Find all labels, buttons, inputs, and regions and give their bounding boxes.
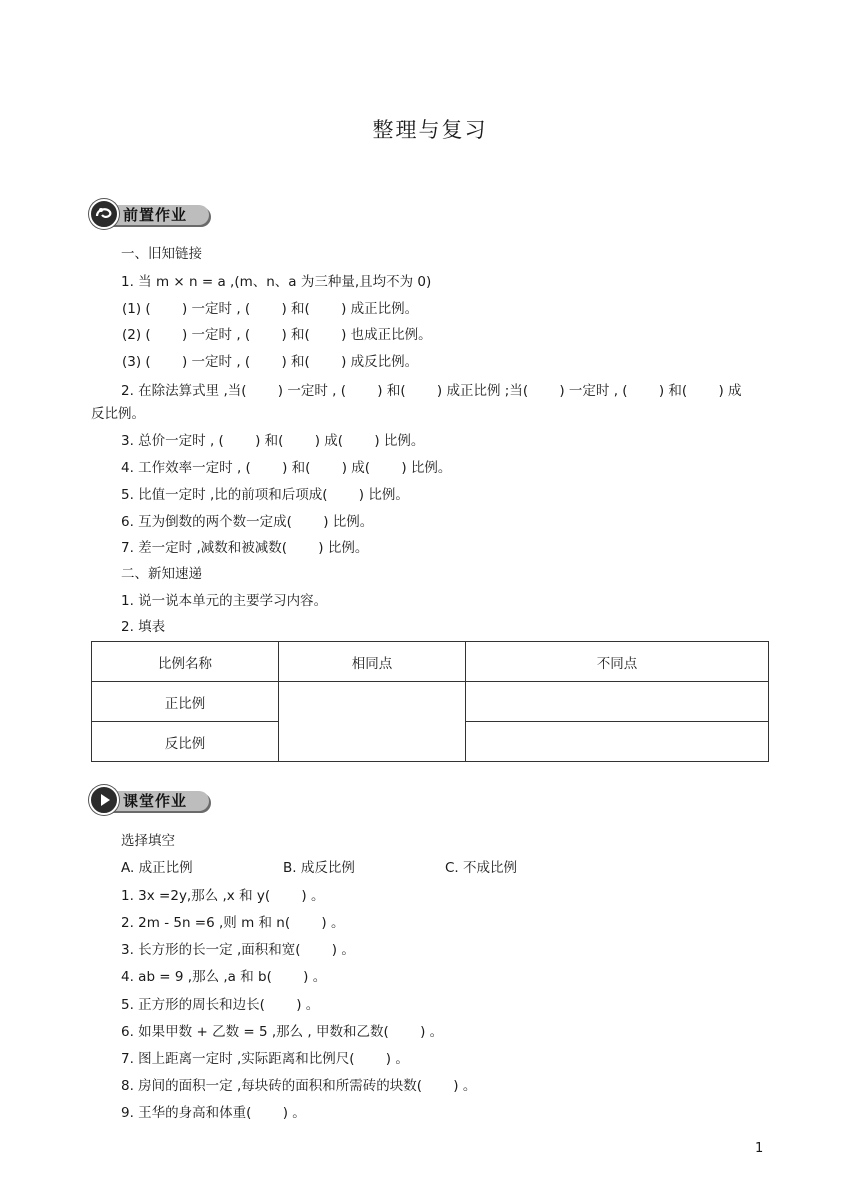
section-badge-class xyxy=(89,785,211,815)
choice-heading: 选择填空 xyxy=(121,833,175,849)
choice-question: 7. 图上距离一定时 ,实际距离和比例尺( ) 。 xyxy=(121,1051,409,1067)
table-header: 相同点 xyxy=(279,642,466,682)
n2: 2. 填表 xyxy=(121,619,166,635)
q1-intro: 1. 当 m × n = a ,(m、n、a 为三种量,且均不为 0) xyxy=(121,274,432,290)
badge-label: 前置作业 xyxy=(123,206,188,224)
choice-question: 1. 3x =2y,那么 ,x 和 y( ) 。 xyxy=(121,888,325,904)
q2-line2: 反比例。 xyxy=(91,406,145,422)
q3: 3. 总价一定时 , ( ) 和( ) 成( ) 比例。 xyxy=(121,433,425,449)
choice-question: 8. 房间的面积一定 ,每块砖的面积和所需砖的块数( ) 。 xyxy=(121,1078,477,1094)
table-row-label: 反比例 xyxy=(92,722,279,762)
q7: 7. 差一定时 ,减数和被减数( ) 比例。 xyxy=(121,540,369,556)
choice-question: 3. 长方形的长一定 ,面积和宽( ) 。 xyxy=(121,942,355,958)
badge-label: 课堂作业 xyxy=(123,792,188,810)
choice-question: 4. ab = 9 ,那么 ,a 和 b( ) 。 xyxy=(121,969,327,985)
q2-line1: 2. 在除法算式里 ,当( ) 一定时 , ( ) 和( ) 成正比例 ;当( ) 一定时 , ( ) 和( ) 成 xyxy=(121,383,742,399)
play-icon xyxy=(89,785,119,815)
choice-question: 2. 2m - 5n =6 ,则 m 和 n( ) 。 xyxy=(121,915,345,931)
option-c: C. 不成比例 xyxy=(445,860,518,876)
section-badge-preview xyxy=(89,199,211,229)
choice-question: 5. 正方形的周长和边长( ) 。 xyxy=(121,997,320,1013)
page-number: 1 xyxy=(755,1141,764,1156)
table-cell-difference[interactable] xyxy=(466,722,769,762)
q1-item: (1) ( ) 一定时 , ( ) 和( ) 成正比例。 xyxy=(122,301,419,317)
swirl-icon xyxy=(89,199,119,229)
q6: 6. 互为倒数的两个数一定成( ) 比例。 xyxy=(121,514,374,530)
table-cell-difference[interactable] xyxy=(466,682,769,722)
choice-question: 6. 如果甲数 + 乙数 = 5 ,那么 , 甲数和乙数( ) 。 xyxy=(121,1024,444,1040)
page-title: 整理与复习 xyxy=(372,118,488,142)
q4: 4. 工作效率一定时 , ( ) 和( ) 成( ) 比例。 xyxy=(121,460,452,476)
choice-question: 9. 王华的身高和体重( ) 。 xyxy=(121,1105,306,1121)
table-header: 不同点 xyxy=(466,642,769,682)
comparison-table xyxy=(91,641,769,762)
table-cell-common[interactable] xyxy=(279,682,466,762)
part1-heading: 一、旧知链接 xyxy=(121,246,202,262)
q1-item: (2) ( ) 一定时 , ( ) 和( ) 也成正比例。 xyxy=(122,327,432,343)
table-row-label: 正比例 xyxy=(92,682,279,722)
option-a: A. 成正比例 xyxy=(121,860,193,876)
table-header: 比例名称 xyxy=(92,642,279,682)
part2-heading: 二、新知速递 xyxy=(121,566,202,582)
n1: 1. 说一说本单元的主要学习内容。 xyxy=(121,593,328,609)
q1-item: (3) ( ) 一定时 , ( ) 和( ) 成反比例。 xyxy=(122,354,419,370)
option-b: B. 成反比例 xyxy=(283,860,355,876)
q5: 5. 比值一定时 ,比的前项和后项成( ) 比例。 xyxy=(121,487,409,503)
